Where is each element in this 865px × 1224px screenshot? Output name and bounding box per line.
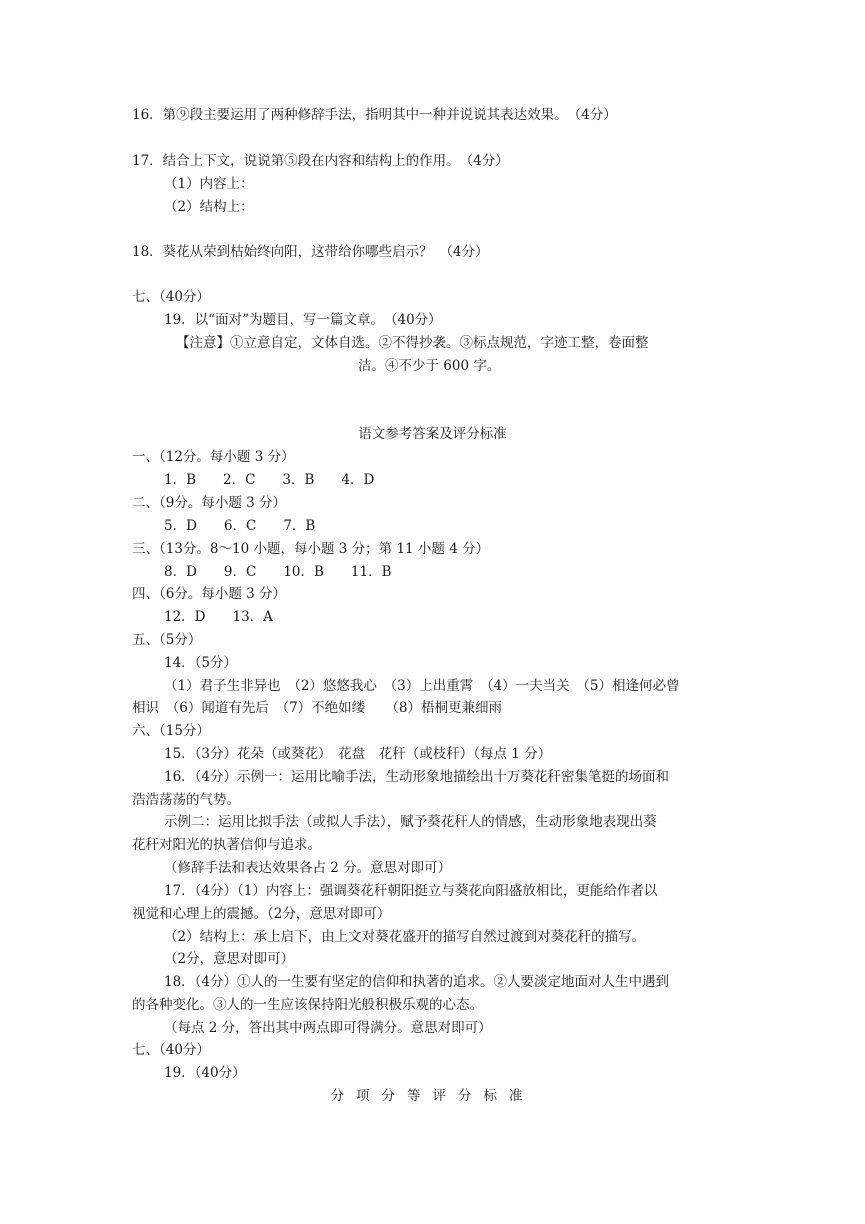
- answer-17-line-3: （2）结构上：承上启下，由上文对葵花盛开的描写自然过渡到对葵花秆的描写。: [164, 929, 646, 945]
- question-17: 17．结合上下文，说说第⑤段在内容和结构上的作用。 （4分）: [132, 153, 509, 169]
- answer-section-2-choices: 5．D 6．C 7．B: [164, 518, 316, 534]
- answer-16-line-4: 花秆对阳光的执著信仰与追求。: [132, 837, 321, 853]
- question-16: 16．第⑨段主要运用了两种修辞手法，指明其中一种并说说其表达效果。 （4分）: [132, 107, 617, 123]
- answer-18-line-2: 的各种变化。③人的一生应该保持阳光般积极乐观的心态。: [132, 997, 483, 1013]
- answer-18-line-3: （每点 2 分，答出其中两点即可得满分。意思对即可）: [164, 1020, 492, 1036]
- answer-section-2: 二、（9分。每小题 3 分）: [132, 495, 287, 511]
- answer-section-5: 五、（5分）: [132, 632, 202, 648]
- answers-title: 语文参考答案及评分标准: [358, 426, 507, 442]
- answer-section-4: 四、（6分。每小题 3 分）: [132, 586, 287, 602]
- answer-section-1-choices: 1．B 2．C 3．B 4．D: [164, 472, 375, 488]
- answer-17-line-2: 视觉和心理上的震撼。（2分，意思对即可）: [132, 906, 391, 922]
- answer-16-line-3: 示例二：运用比拟手法（或拟人手法），赋予葵花秆人的情感，生动形象地表现出葵: [164, 814, 657, 830]
- answer-section-3: 三、（13分。8～10 小题，每小题 3 分；第 11 小题 4 分）: [132, 541, 490, 557]
- answer-14-line-1: （1）君子生非异也 （2）悠悠我心 （3）上出重霄 （4）一夫当关 （5）相逢何必曾: [164, 678, 680, 694]
- answer-19: 19．（40分）: [164, 1065, 246, 1081]
- question-19: 19．以“面对”为题目，写一篇文章。 （40分）: [164, 312, 442, 328]
- answer-section-7: 七、（40分）: [132, 1042, 210, 1058]
- answer-17-line-4: （2分，意思对即可）: [164, 951, 295, 967]
- answer-section-3-choices: 8．D 9．C 10．B 11．B: [164, 564, 392, 580]
- question-17-content: （1）内容上：: [164, 176, 254, 192]
- answer-14: 14．（5分）: [164, 655, 238, 671]
- answer-14-line-2: 相识 （6）闻道有先后 （7）不绝如缕 （8）梧桐更兼细雨: [132, 700, 503, 716]
- note-line-2: 洁。④不少于 600 字。: [358, 358, 501, 374]
- section-7-heading: 七、（40分）: [132, 289, 210, 305]
- answer-16-line-1: 16．（4分）示例一：运用比喻手法，生动形象地描绘出十万葵花秆密集笔挺的场面和: [164, 769, 670, 785]
- answer-18-line-1: 18．（4分）①人的一生要有坚定的信仰和执著的追求。②人要淡定地面对人生中遇到: [164, 974, 670, 990]
- answer-section-4-choices: 12．D 13．A: [164, 609, 273, 625]
- grading-standard-title: 分项分等评分标准: [330, 1088, 535, 1104]
- question-18: 18．葵花从荣到枯始终向阳，这带给你哪些启示？ （4分）: [132, 244, 489, 260]
- note-line-1: 【注意】①立意自定，文体自选。②不得抄袭。③标点规范，字迹工整，卷面整: [176, 335, 649, 351]
- answer-section-1: 一、（12分。每小题 3 分）: [132, 449, 295, 465]
- answer-section-6: 六、（15分）: [132, 723, 210, 739]
- answer-16-line-2: 浩浩荡荡的气势。: [132, 792, 240, 808]
- answer-15: 15．（3分）花朵（或葵花） 花盘 花秆（或枝秆）（每点 1 分）: [164, 746, 552, 762]
- answer-17-line-1: 17．（4分）（1）内容上：强调葵花秆朝阳挺立与葵花向阳盛放相比，更能给作者以: [164, 883, 658, 899]
- question-17-structure: （2）结构上：: [164, 199, 254, 215]
- answer-16-line-5: （修辞手法和表达效果各占 2 分。意思对即可）: [164, 860, 452, 876]
